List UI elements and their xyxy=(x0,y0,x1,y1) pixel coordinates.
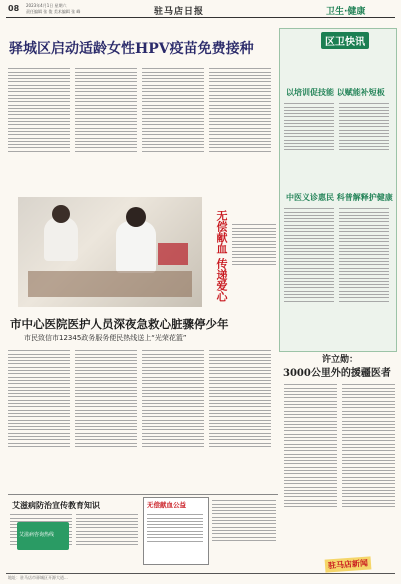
photo-caption-body xyxy=(232,222,276,298)
promo-box-title: 艾滋病防治宣传教育知识 xyxy=(12,501,100,510)
promo-box-body-2 xyxy=(76,512,138,562)
district-box-title: 区卫快讯 xyxy=(321,32,369,49)
paper-name: 驻马店日报 xyxy=(154,7,205,17)
blood-donation-photo xyxy=(18,197,202,307)
photo-caption-title: 无偿献血 传递爱心 xyxy=(215,210,228,302)
main-headline: 市中心医院医护人员深夜急救心脏骤停少年 xyxy=(10,317,229,331)
editor-line: 责任编辑 张 俊 美术编辑 张 峰 xyxy=(26,9,81,14)
page-number: 08 xyxy=(8,4,20,13)
issue-date: 2023年4月1日 星期六 xyxy=(26,3,67,8)
district-item-1-title: 以培训促技能 以赋能补短板 xyxy=(286,88,385,97)
footer-rule xyxy=(6,573,395,574)
footer-line: 地址：驻马店市驿城区开源大道... xyxy=(8,575,68,580)
ad-box-body xyxy=(147,512,203,558)
district-item-2-title: 中医义诊惠民 科普解释护健康 xyxy=(286,193,393,202)
promo-badge-label: 艾滋病咨询热线 xyxy=(19,532,55,538)
feature-subtitle: 3000公里外的援疆医者 xyxy=(283,368,391,379)
feature-body xyxy=(284,382,396,562)
header-rule xyxy=(6,17,395,18)
district-item-2-body xyxy=(284,206,390,344)
section-title: 卫生·健康 xyxy=(326,7,366,17)
top-story-body xyxy=(8,66,276,188)
feature-title: 许立勋： xyxy=(322,355,359,365)
footer-logo: 驻马店新闻 xyxy=(325,556,372,572)
top-headline: 驿城区启动适龄女性HPV疫苗免费接种 xyxy=(9,41,254,57)
ad-box-title: 无偿献血公益 xyxy=(147,501,186,509)
main-story-body xyxy=(8,348,276,490)
bottom-divider xyxy=(8,494,278,495)
main-subhead: 市民致信市12345政务服务便民热线送上“光荣花篮” xyxy=(24,334,187,342)
district-item-1-body xyxy=(284,101,390,171)
bottom-story-body xyxy=(212,498,276,562)
